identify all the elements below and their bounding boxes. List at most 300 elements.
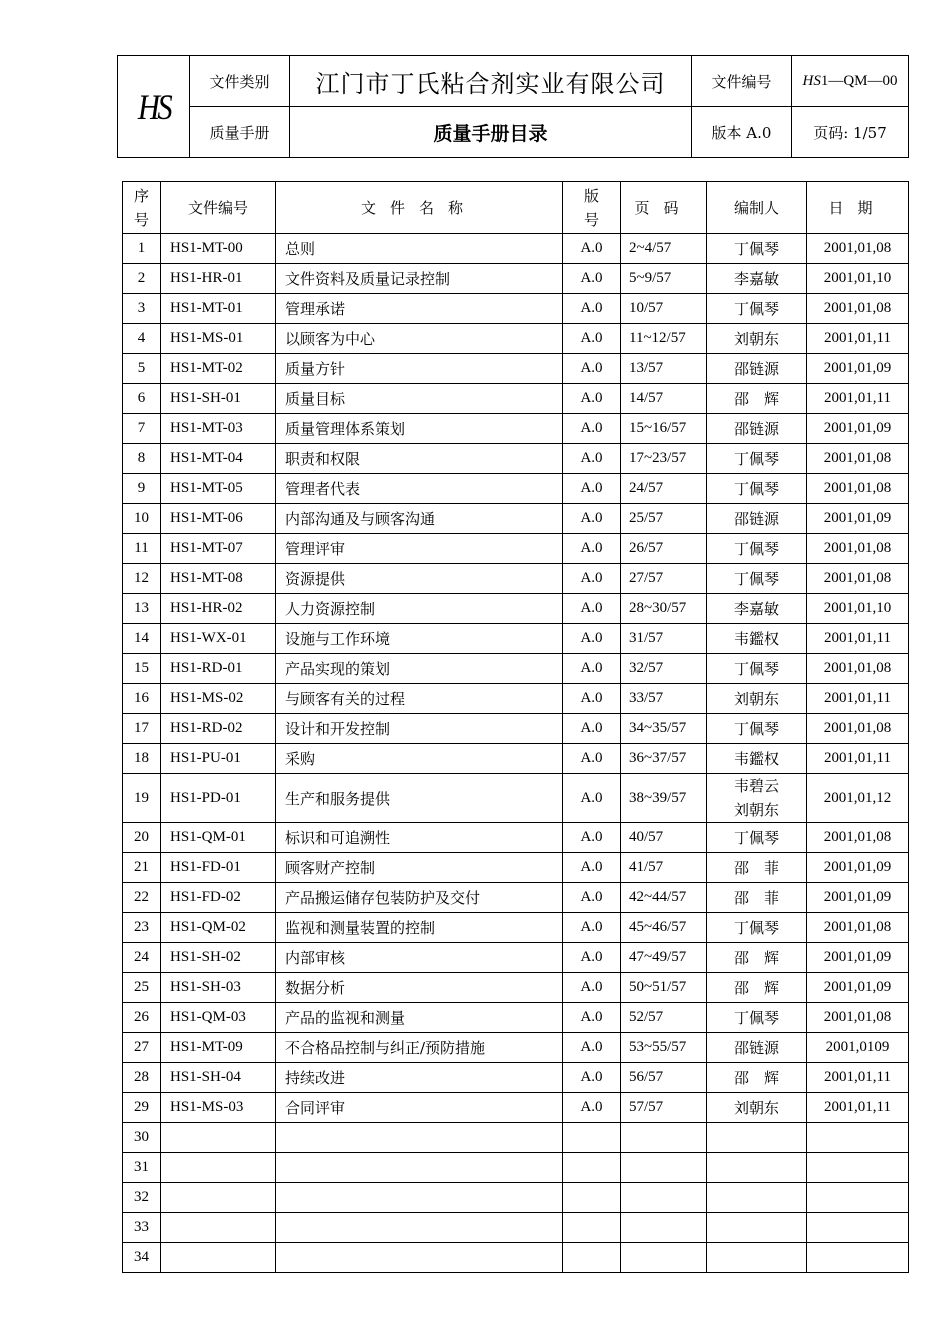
file-code-cell: HS1-RD-01 bbox=[161, 654, 276, 684]
pages-cell: 50~51/57 bbox=[621, 973, 707, 1003]
author-cell: 丁佩琴 bbox=[707, 234, 807, 264]
pages-cell: 31/57 bbox=[621, 624, 707, 654]
file-code-cell: HS1-SH-03 bbox=[161, 973, 276, 1003]
col-header-no bbox=[123, 182, 161, 234]
table-row bbox=[123, 594, 909, 624]
version-cell: A.0 bbox=[563, 853, 621, 883]
file-name-cell: 管理承诺 bbox=[276, 294, 563, 324]
table-row bbox=[123, 1093, 909, 1123]
author-cell bbox=[707, 774, 807, 823]
author-cell bbox=[707, 1243, 807, 1273]
author-cell: 刘朝东 bbox=[707, 324, 807, 354]
row-number-cell: 30 bbox=[123, 1123, 161, 1153]
pages-cell: 28~30/57 bbox=[621, 594, 707, 624]
table-row bbox=[123, 684, 909, 714]
file-number bbox=[792, 56, 909, 107]
file-name-cell: 以顾客为中心 bbox=[276, 324, 563, 354]
table-row bbox=[123, 853, 909, 883]
version-cell: A.0 bbox=[563, 823, 621, 853]
date-cell: 2001,01,08 bbox=[807, 234, 909, 264]
pages-cell: 41/57 bbox=[621, 853, 707, 883]
file-name-cell: 设计和开发控制 bbox=[276, 714, 563, 744]
file-code-cell: HS1-WX-01 bbox=[161, 624, 276, 654]
pages-cell bbox=[621, 1213, 707, 1243]
row-number-cell: 32 bbox=[123, 1183, 161, 1213]
pages-cell: 14/57 bbox=[621, 384, 707, 414]
pages-cell: 13/57 bbox=[621, 354, 707, 384]
pages-cell: 2~4/57 bbox=[621, 234, 707, 264]
row-number-cell: 1 bbox=[123, 234, 161, 264]
table-row bbox=[123, 624, 909, 654]
version-cell bbox=[563, 1123, 621, 1153]
table-row bbox=[123, 1243, 909, 1273]
pages-cell: 33/57 bbox=[621, 684, 707, 714]
table-row bbox=[123, 1213, 909, 1243]
file-code-cell: HS1-SH-02 bbox=[161, 943, 276, 973]
author-cell: 丁佩琴 bbox=[707, 534, 807, 564]
pages-cell: 17~23/57 bbox=[621, 444, 707, 474]
date-cell: 2001,01,09 bbox=[807, 414, 909, 444]
pages-cell: 40/57 bbox=[621, 823, 707, 853]
file-name-cell: 生产和服务提供 bbox=[276, 774, 563, 823]
author-cell: 邵链源 bbox=[707, 414, 807, 444]
table-row bbox=[123, 444, 909, 474]
author-cell: 李嘉敏 bbox=[707, 594, 807, 624]
file-code-cell: HS1-MT-03 bbox=[161, 414, 276, 444]
table-row bbox=[123, 1153, 909, 1183]
author-cell: 邵 菲 bbox=[707, 883, 807, 913]
file-code-cell: HS1-MT-08 bbox=[161, 564, 276, 594]
row-number-cell: 21 bbox=[123, 853, 161, 883]
table-row bbox=[123, 534, 909, 564]
date-cell bbox=[807, 1243, 909, 1273]
file-code-cell: HS1-QM-03 bbox=[161, 1003, 276, 1033]
file-code-cell: HS1-MT-09 bbox=[161, 1033, 276, 1063]
author-cell: 丁佩琴 bbox=[707, 714, 807, 744]
version-cell bbox=[563, 1153, 621, 1183]
file-name-cell: 资源提供 bbox=[276, 564, 563, 594]
version-cell: A.0 bbox=[563, 774, 621, 823]
file-name-cell: 设施与工作环境 bbox=[276, 624, 563, 654]
file-code-cell: HS1-MT-04 bbox=[161, 444, 276, 474]
file-code-cell: HS1-MT-02 bbox=[161, 354, 276, 384]
file-name-cell: 合同评审 bbox=[276, 1093, 563, 1123]
file-number-prefix: HS bbox=[802, 72, 821, 89]
file-name-cell: 采购 bbox=[276, 744, 563, 774]
date-cell: 2001,01,10 bbox=[807, 594, 909, 624]
author-cell: 邵 菲 bbox=[707, 853, 807, 883]
file-name-cell: 标识和可追溯性 bbox=[276, 823, 563, 853]
date-cell: 2001,01,08 bbox=[807, 1003, 909, 1033]
col-header-no-text: 序 号 bbox=[133, 186, 149, 229]
col-header-date bbox=[807, 182, 909, 234]
row-number-cell: 20 bbox=[123, 823, 161, 853]
page-number: 页码: 1/57 bbox=[792, 107, 909, 158]
col-header-code: 文件编号 bbox=[161, 182, 276, 234]
row-number-cell: 34 bbox=[123, 1243, 161, 1273]
file-name-cell: 职责和权限 bbox=[276, 444, 563, 474]
pages-cell: 25/57 bbox=[621, 504, 707, 534]
file-name-cell bbox=[276, 1213, 563, 1243]
pages-cell: 5~9/57 bbox=[621, 264, 707, 294]
row-number-cell: 33 bbox=[123, 1213, 161, 1243]
col-header-version-text: 版 号 bbox=[583, 186, 599, 229]
version-cell: A.0 bbox=[563, 294, 621, 324]
table-row bbox=[123, 1003, 909, 1033]
file-code-cell: HS1-QM-02 bbox=[161, 913, 276, 943]
author-cell bbox=[707, 1213, 807, 1243]
version-cell bbox=[563, 1213, 621, 1243]
table-row bbox=[123, 354, 909, 384]
date-cell: 2001,01,09 bbox=[807, 504, 909, 534]
company-name: 江门市丁氏粘合剂实业有限公司 bbox=[290, 56, 692, 107]
pages-cell: 10/57 bbox=[621, 294, 707, 324]
date-cell: 2001,01,09 bbox=[807, 973, 909, 1003]
version-cell: A.0 bbox=[563, 504, 621, 534]
file-code-cell: HS1-MT-01 bbox=[161, 294, 276, 324]
version-cell: A.0 bbox=[563, 414, 621, 444]
file-name-cell: 产品搬运储存包装防护及交付 bbox=[276, 883, 563, 913]
pages-cell: 42~44/57 bbox=[621, 883, 707, 913]
date-cell bbox=[807, 1213, 909, 1243]
version-cell: A.0 bbox=[563, 1003, 621, 1033]
file-name-cell: 文件资料及质量记录控制 bbox=[276, 264, 563, 294]
version-cell bbox=[563, 1183, 621, 1213]
version-cell: A.0 bbox=[563, 594, 621, 624]
date-cell: 2001,01,11 bbox=[807, 1093, 909, 1123]
table-row bbox=[123, 324, 909, 354]
file-number-rest: 1—QM—00 bbox=[820, 72, 898, 89]
version-cell: A.0 bbox=[563, 534, 621, 564]
author-cell bbox=[707, 1183, 807, 1213]
file-code-cell: HS1-PU-01 bbox=[161, 744, 276, 774]
author-name: 韦碧云 bbox=[733, 777, 779, 795]
file-code-cell: HS1-QM-01 bbox=[161, 823, 276, 853]
pages-cell bbox=[621, 1153, 707, 1183]
row-number-cell: 25 bbox=[123, 973, 161, 1003]
row-number-cell: 3 bbox=[123, 294, 161, 324]
file-name-cell: 人力资源控制 bbox=[276, 594, 563, 624]
pages-cell: 45~46/57 bbox=[621, 913, 707, 943]
author-cell: 刘朝东 bbox=[707, 684, 807, 714]
author-cell: 丁佩琴 bbox=[707, 444, 807, 474]
author-cell: 丁佩琴 bbox=[707, 474, 807, 504]
file-name-cell: 数据分析 bbox=[276, 973, 563, 1003]
pages-cell: 32/57 bbox=[621, 654, 707, 684]
pages-cell: 38~39/57 bbox=[621, 774, 707, 823]
file-code-cell: HS1-MS-01 bbox=[161, 324, 276, 354]
col-header-pages bbox=[621, 182, 707, 234]
row-number-cell: 28 bbox=[123, 1063, 161, 1093]
date-cell: 2001,01,11 bbox=[807, 324, 909, 354]
document-header bbox=[117, 55, 909, 158]
file-code-cell bbox=[161, 1153, 276, 1183]
file-code-cell bbox=[161, 1183, 276, 1213]
date-cell: 2001,01,08 bbox=[807, 823, 909, 853]
author-cell: 邵链源 bbox=[707, 504, 807, 534]
version-cell: A.0 bbox=[563, 324, 621, 354]
version-cell: A.0 bbox=[563, 684, 621, 714]
document-title: 质量手册目录 bbox=[290, 107, 692, 158]
file-name-cell bbox=[276, 1123, 563, 1153]
pages-cell: 36~37/57 bbox=[621, 744, 707, 774]
version-cell: A.0 bbox=[563, 1093, 621, 1123]
date-cell: 2001,01,11 bbox=[807, 384, 909, 414]
version-cell: A.0 bbox=[563, 444, 621, 474]
file-name-cell: 质量目标 bbox=[276, 384, 563, 414]
row-number-cell: 8 bbox=[123, 444, 161, 474]
file-name-cell: 监视和测量装置的控制 bbox=[276, 913, 563, 943]
date-cell: 2001,01,08 bbox=[807, 474, 909, 504]
file-number-label: 文件编号 bbox=[692, 56, 792, 107]
file-code-cell: HS1-FD-01 bbox=[161, 853, 276, 883]
row-number-cell: 7 bbox=[123, 414, 161, 444]
file-code-cell: HS1-MT-06 bbox=[161, 504, 276, 534]
date-cell: 2001,01,11 bbox=[807, 744, 909, 774]
file-name-cell: 内部沟通及与顾客沟通 bbox=[276, 504, 563, 534]
file-name-cell: 顾客财产控制 bbox=[276, 853, 563, 883]
file-code-cell: HS1-SH-04 bbox=[161, 1063, 276, 1093]
version-cell: A.0 bbox=[563, 744, 621, 774]
author-cell: 邵 辉 bbox=[707, 943, 807, 973]
author-cell: 李嘉敏 bbox=[707, 264, 807, 294]
date-cell: 2001,01,09 bbox=[807, 853, 909, 883]
row-number-cell: 10 bbox=[123, 504, 161, 534]
file-name-cell: 不合格品控制与纠正/预防措施 bbox=[276, 1033, 563, 1063]
col-header-name-text: 文件名称 bbox=[360, 198, 477, 217]
col-header-author: 编制人 bbox=[707, 182, 807, 234]
version-cell: A.0 bbox=[563, 943, 621, 973]
date-cell: 2001,01,08 bbox=[807, 564, 909, 594]
file-name-cell: 管理者代表 bbox=[276, 474, 563, 504]
pages-cell: 15~16/57 bbox=[621, 414, 707, 444]
table-row bbox=[123, 1183, 909, 1213]
row-number-cell: 23 bbox=[123, 913, 161, 943]
table-row bbox=[123, 384, 909, 414]
version-cell: A.0 bbox=[563, 234, 621, 264]
table-row bbox=[123, 294, 909, 324]
table-row bbox=[123, 654, 909, 684]
table-row bbox=[123, 973, 909, 1003]
pages-cell: 53~55/57 bbox=[621, 1033, 707, 1063]
pages-cell: 24/57 bbox=[621, 474, 707, 504]
author-cell bbox=[707, 1123, 807, 1153]
file-name-cell: 产品的监视和测量 bbox=[276, 1003, 563, 1033]
pages-cell: 34~35/57 bbox=[621, 714, 707, 744]
version-cell: A.0 bbox=[563, 624, 621, 654]
row-number-cell: 2 bbox=[123, 264, 161, 294]
date-cell: 2001,01,12 bbox=[807, 774, 909, 823]
table-row bbox=[123, 414, 909, 444]
file-name-cell bbox=[276, 1183, 563, 1213]
version-cell: A.0 bbox=[563, 714, 621, 744]
file-name-cell: 内部审核 bbox=[276, 943, 563, 973]
date-cell: 2001,01,08 bbox=[807, 444, 909, 474]
row-number-cell: 14 bbox=[123, 624, 161, 654]
row-number-cell: 15 bbox=[123, 654, 161, 684]
version-cell: A.0 bbox=[563, 264, 621, 294]
date-cell: 2001,01,11 bbox=[807, 1063, 909, 1093]
version-cell: A.0 bbox=[563, 564, 621, 594]
author-cell: 邵链源 bbox=[707, 354, 807, 384]
file-code-cell: HS1-HR-02 bbox=[161, 594, 276, 624]
row-number-cell: 24 bbox=[123, 943, 161, 973]
author-cell: 邵 辉 bbox=[707, 384, 807, 414]
date-cell: 2001,01,08 bbox=[807, 714, 909, 744]
row-number-cell: 11 bbox=[123, 534, 161, 564]
date-cell bbox=[807, 1153, 909, 1183]
date-cell: 2001,01,10 bbox=[807, 264, 909, 294]
date-cell: 2001,01,09 bbox=[807, 883, 909, 913]
date-cell: 2001,01,08 bbox=[807, 534, 909, 564]
pages-cell bbox=[621, 1123, 707, 1153]
table-row bbox=[123, 234, 909, 264]
author-cell: 邵 辉 bbox=[707, 973, 807, 1003]
pages-cell: 57/57 bbox=[621, 1093, 707, 1123]
author-cell: 丁佩琴 bbox=[707, 1003, 807, 1033]
file-name-cell bbox=[276, 1243, 563, 1273]
author-cell: 韦鑑权 bbox=[707, 744, 807, 774]
file-code-cell: HS1-MS-02 bbox=[161, 684, 276, 714]
version-cell: A.0 bbox=[563, 654, 621, 684]
file-code-cell: HS1-MT-07 bbox=[161, 534, 276, 564]
author-cell: 刘朝东 bbox=[707, 1093, 807, 1123]
table-row bbox=[123, 913, 909, 943]
author-cell: 丁佩琴 bbox=[707, 823, 807, 853]
file-category-value: 质量手册 bbox=[190, 107, 290, 158]
row-number-cell: 31 bbox=[123, 1153, 161, 1183]
file-code-cell: HS1-FD-02 bbox=[161, 883, 276, 913]
table-row bbox=[123, 714, 909, 744]
table-row bbox=[123, 943, 909, 973]
col-header-date-text: 日期 bbox=[828, 198, 887, 217]
author-cell: 邵 辉 bbox=[707, 1063, 807, 1093]
date-cell: 2001,01,08 bbox=[807, 294, 909, 324]
file-code-cell: HS1-MT-05 bbox=[161, 474, 276, 504]
row-number-cell: 19 bbox=[123, 774, 161, 823]
file-code-cell bbox=[161, 1123, 276, 1153]
date-cell bbox=[807, 1123, 909, 1153]
version-cell: A.0 bbox=[563, 1033, 621, 1063]
table-row bbox=[123, 1063, 909, 1093]
file-name-cell: 管理评审 bbox=[276, 534, 563, 564]
file-name-cell: 持续改进 bbox=[276, 1063, 563, 1093]
version-cell: A.0 bbox=[563, 973, 621, 1003]
version: 版本 A.0 bbox=[692, 107, 792, 158]
row-number-cell: 9 bbox=[123, 474, 161, 504]
pages-cell: 26/57 bbox=[621, 534, 707, 564]
row-number-cell: 22 bbox=[123, 883, 161, 913]
pages-cell: 56/57 bbox=[621, 1063, 707, 1093]
date-cell: 2001,01,08 bbox=[807, 654, 909, 684]
table-row bbox=[123, 564, 909, 594]
version-cell: A.0 bbox=[563, 913, 621, 943]
table-body bbox=[123, 234, 909, 1273]
date-cell: 2001,01,09 bbox=[807, 943, 909, 973]
row-number-cell: 26 bbox=[123, 1003, 161, 1033]
row-number-cell: 4 bbox=[123, 324, 161, 354]
table-row bbox=[123, 474, 909, 504]
file-name-cell: 质量管理体系策划 bbox=[276, 414, 563, 444]
author-cell: 韦鑑权 bbox=[707, 624, 807, 654]
author-cell: 丁佩琴 bbox=[707, 654, 807, 684]
version-cell: A.0 bbox=[563, 1063, 621, 1093]
pages-cell bbox=[621, 1183, 707, 1213]
pages-cell: 52/57 bbox=[621, 1003, 707, 1033]
table-row bbox=[123, 774, 909, 823]
table-row bbox=[123, 264, 909, 294]
row-number-cell: 5 bbox=[123, 354, 161, 384]
table-row bbox=[123, 1123, 909, 1153]
file-code-cell: HS1-SH-01 bbox=[161, 384, 276, 414]
file-code-cell: HS1-PD-01 bbox=[161, 774, 276, 823]
row-number-cell: 6 bbox=[123, 384, 161, 414]
date-cell: 2001,01,08 bbox=[807, 913, 909, 943]
pages-cell: 47~49/57 bbox=[621, 943, 707, 973]
author-cell bbox=[707, 1153, 807, 1183]
file-code-cell: HS1-MT-00 bbox=[161, 234, 276, 264]
version-cell: A.0 bbox=[563, 883, 621, 913]
table-row bbox=[123, 883, 909, 913]
row-number-cell: 13 bbox=[123, 594, 161, 624]
date-cell: 2001,01,11 bbox=[807, 624, 909, 654]
version-cell: A.0 bbox=[563, 384, 621, 414]
pages-cell: 11~12/57 bbox=[621, 324, 707, 354]
row-number-cell: 29 bbox=[123, 1093, 161, 1123]
company-logo bbox=[118, 56, 190, 158]
file-code-cell bbox=[161, 1213, 276, 1243]
file-name-cell: 总则 bbox=[276, 234, 563, 264]
version-cell: A.0 bbox=[563, 474, 621, 504]
pages-cell bbox=[621, 1243, 707, 1273]
author-cell: 丁佩琴 bbox=[707, 913, 807, 943]
col-header-pages-text: 页码 bbox=[634, 198, 693, 217]
row-number-cell: 27 bbox=[123, 1033, 161, 1063]
file-name-cell: 质量方针 bbox=[276, 354, 563, 384]
date-cell: 2001,01,09 bbox=[807, 354, 909, 384]
row-number-cell: 16 bbox=[123, 684, 161, 714]
row-number-cell: 18 bbox=[123, 744, 161, 774]
file-name-cell: 与顾客有关的过程 bbox=[276, 684, 563, 714]
logo-text: HS bbox=[137, 86, 170, 127]
file-name-cell: 产品实现的策划 bbox=[276, 654, 563, 684]
table-row bbox=[123, 504, 909, 534]
file-name-cell bbox=[276, 1153, 563, 1183]
pages-cell: 27/57 bbox=[621, 564, 707, 594]
file-category-label: 文件类别 bbox=[190, 56, 290, 107]
author-cell: 邵链源 bbox=[707, 1033, 807, 1063]
table-row bbox=[123, 823, 909, 853]
version-cell: A.0 bbox=[563, 354, 621, 384]
col-header-version bbox=[563, 182, 621, 234]
file-code-cell bbox=[161, 1243, 276, 1273]
contents-table bbox=[122, 181, 909, 1273]
date-cell: 2001,0109 bbox=[807, 1033, 909, 1063]
date-cell bbox=[807, 1183, 909, 1213]
file-code-cell: HS1-HR-01 bbox=[161, 264, 276, 294]
date-cell: 2001,01,11 bbox=[807, 684, 909, 714]
file-code-cell: HS1-RD-02 bbox=[161, 714, 276, 744]
table-row bbox=[123, 744, 909, 774]
author-cell: 丁佩琴 bbox=[707, 564, 807, 594]
table-row bbox=[123, 1033, 909, 1063]
file-code-cell: HS1-MS-03 bbox=[161, 1093, 276, 1123]
table-header-row bbox=[123, 182, 909, 234]
col-header-name bbox=[276, 182, 563, 234]
row-number-cell: 12 bbox=[123, 564, 161, 594]
row-number-cell: 17 bbox=[123, 714, 161, 744]
version-cell bbox=[563, 1243, 621, 1273]
